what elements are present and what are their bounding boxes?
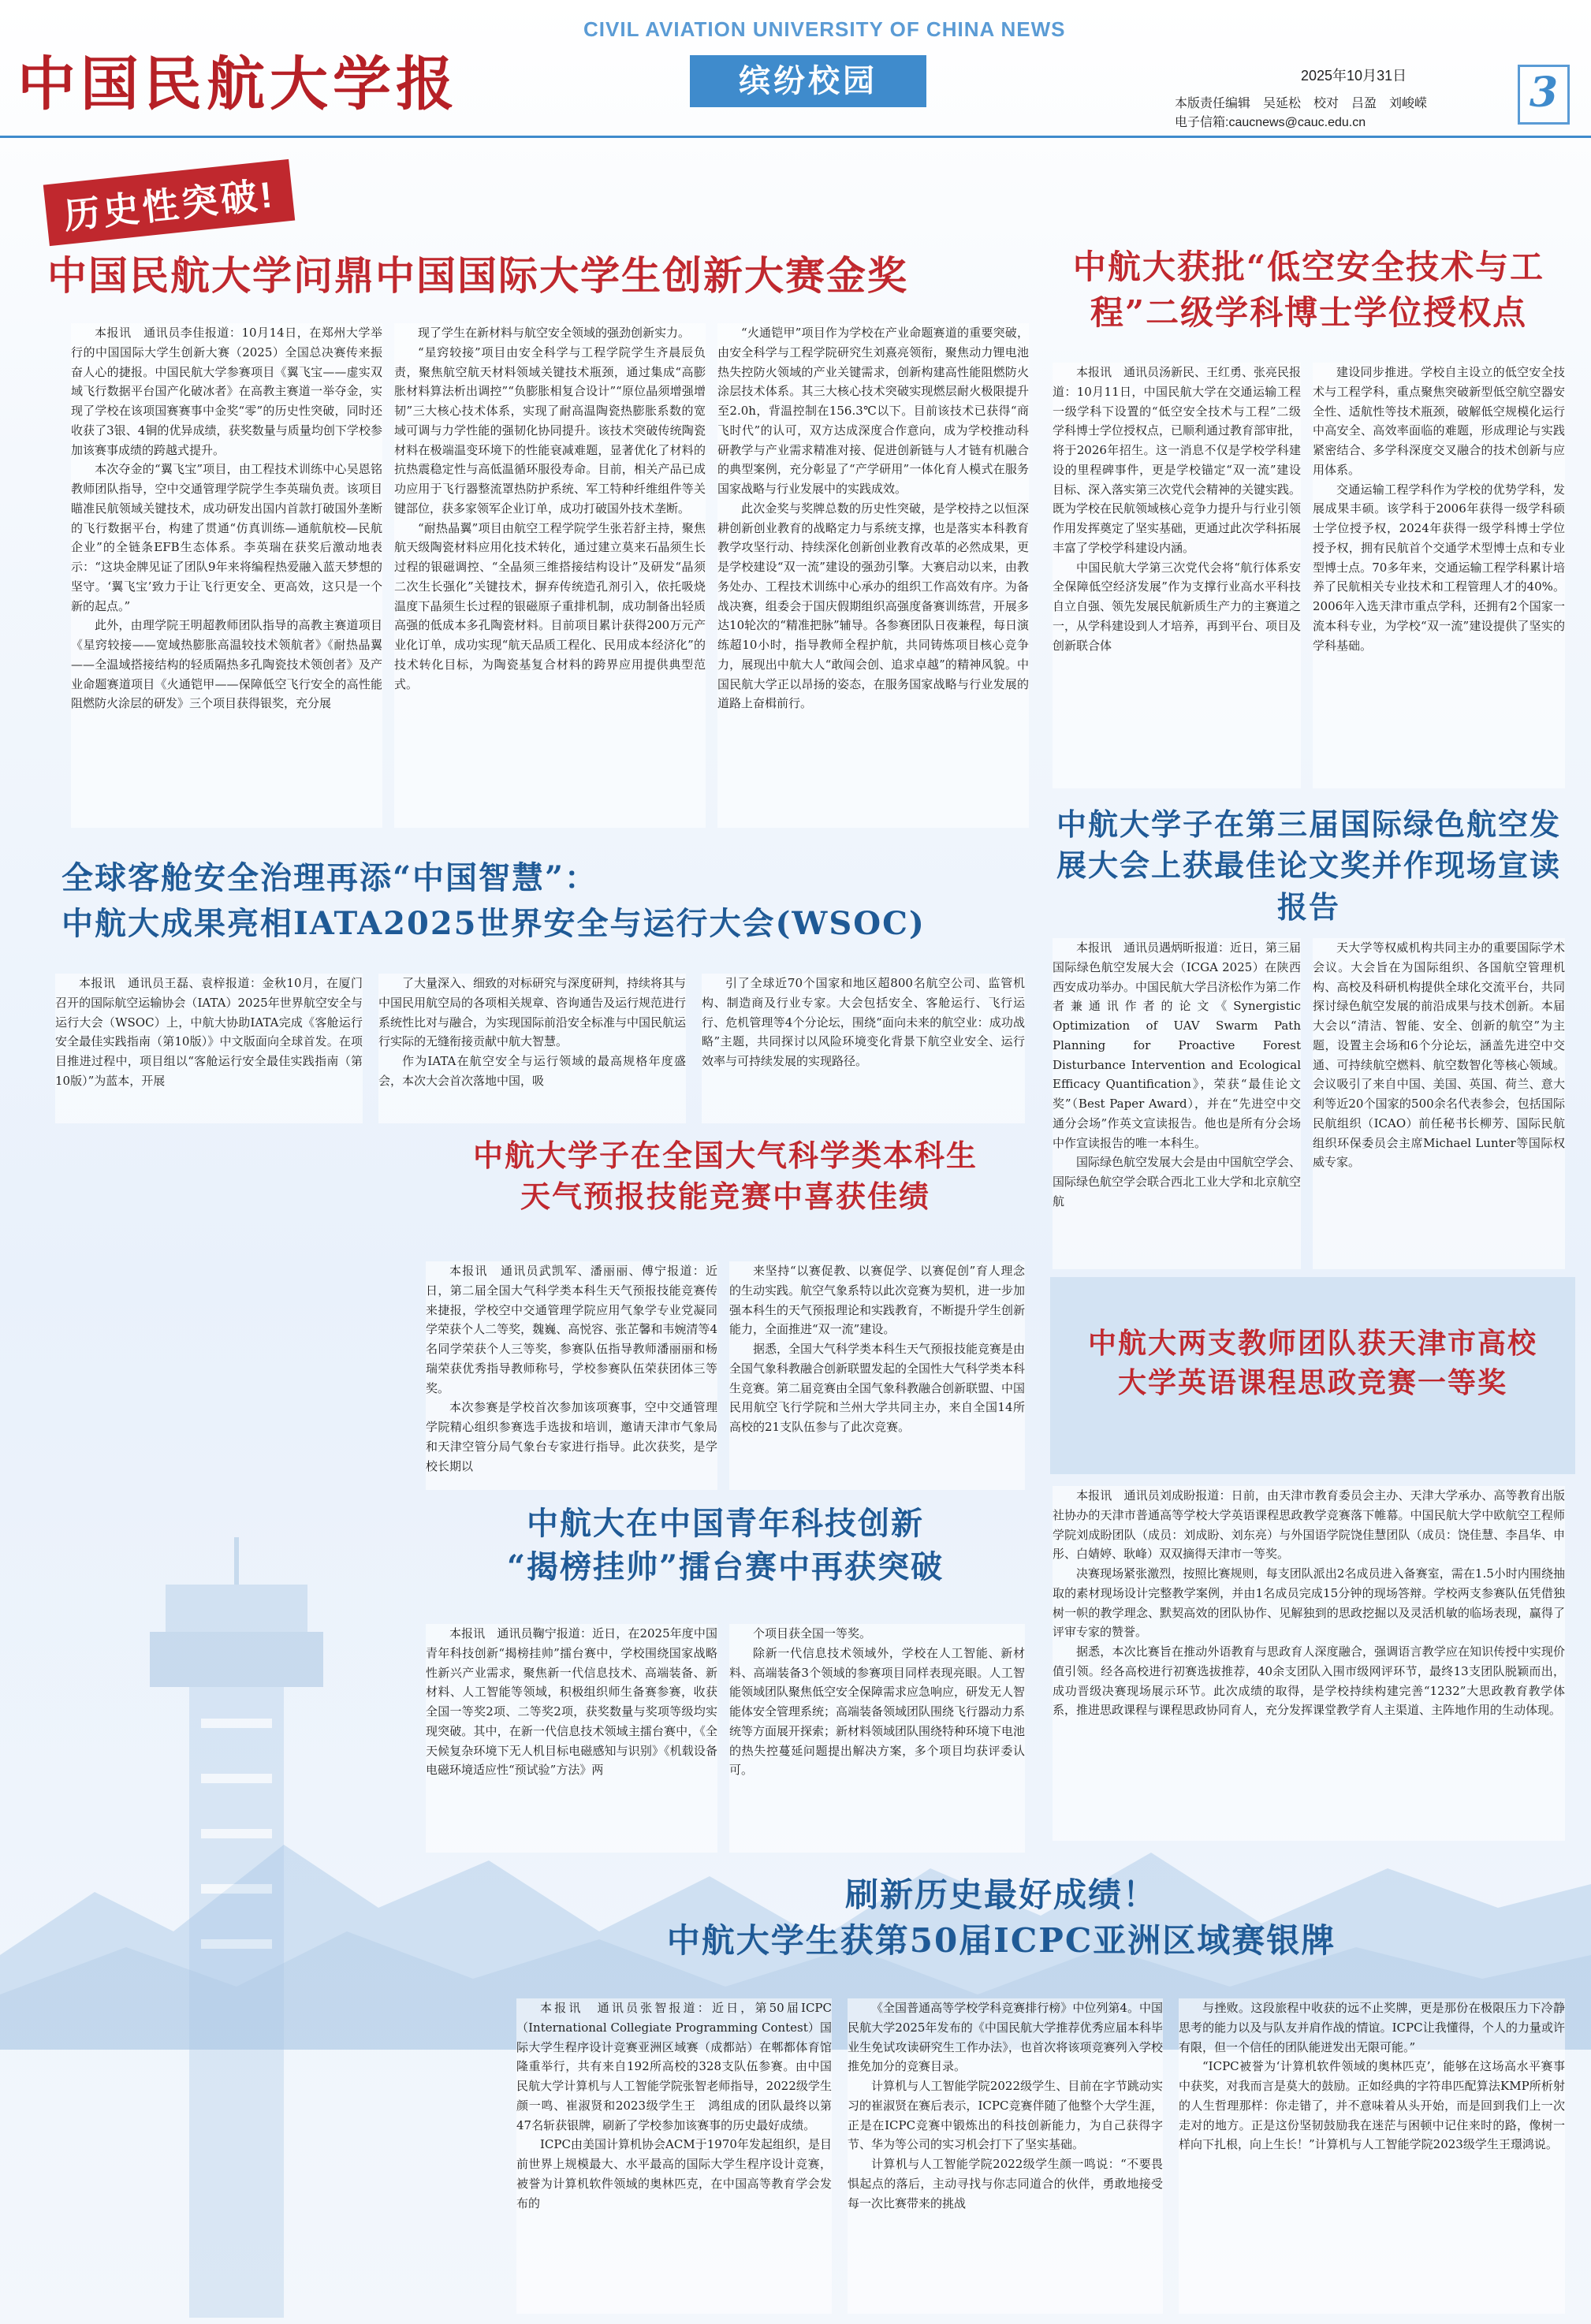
headline-line: 中航大在中国青年科技创新: [527, 1505, 924, 1542]
paragraph: 本报讯 通讯员武凯军、潘丽丽、傅宁报道：近日，第二届全国大气科学类本科生天气预报技能竞赛传来捷报，学校空中交通管理学院应用气象学专业党凝同学荣获个人二等奖，魏巍、高悦容、张芷馨和韦婉清等4名同学荣获个人三等奖，参赛队伍指导教师潘丽丽和杨瑞荣获优秀指导教师称号，学校参赛队伍荣获团体三等奖。: [426, 1264, 717, 1395]
english-title: CIVIL AVIATION UNIVERSITY OF CHINA NEWS: [583, 17, 1066, 41]
newspaper-logo: 中国民航大学报: [17, 50, 459, 118]
headline-icpc-silver: [489, 1872, 1514, 1964]
headline-english-teaching: [1050, 1324, 1575, 1402]
paragraph: 计算机与人工智能学院2022级学生颜一鸣说：“不要畏惧起点的落后，主动寻找与你志同道合的伙伴，勇敢地接受每一次比赛带来的挑战: [848, 2157, 1163, 2210]
paragraph: 除新一代信息技术领域外，学校在人工智能、新材料、高端装备3个领域的参赛项目同样表现亮眼。人工智能领域团队聚焦低空安全保障需求应急响应，研发无人智能体安全管理系统；高端装备领域团队围绕飞行器动力系统等方面展开探索；新材料领域团队围绕特种环境下电池的热失控蔓延问题提出解决方案，多个项目均获评委认可。: [729, 1645, 1026, 1778]
article-innovation-col2: [394, 323, 706, 828]
paragraph: 《全国普通高等学校学科竞赛排行榜》中位列第4。中国民航大学2025年发布的《中国民航大学推荐优秀应届本科毕业生免试攻读研究生工作办法》，也首次将该项竞赛列入学校推免加分的竞赛目录。: [848, 2001, 1163, 2074]
paragraph: 据悉，全国大气科学类本科生天气预报技能竞赛是由全国气象科教融合创新联盟发起的全国性大气科学类本科生竞赛。第二届竞赛由全国气象科教融合创新联盟、中国民用航空飞行学院和兰州大学共同主办，来自全国14所高校的21支队伍参与了此次竞赛。: [729, 1342, 1026, 1434]
paragraph: 本报讯 通讯员王磊、袁梓报道：金秋10月，在厦门召开的国际航空运输协会（IATA）2025年世界航空安全与运行大会（WSOC）上，中航大协助IATA完成《客舱运行安全最佳实践指南（第10版）》中文版面向全球首发。在项目推进过程中，项目组以“客舱运行安全最佳实践指南（第10版）”为蓝本，开展: [55, 976, 363, 1088]
article-english-teaching: [1053, 1486, 1565, 1841]
paragraph: 此外，由理学院王明超教师团队指导的高教主赛道项目《星窍较接——宽域热膨胀高温较技术领航者》《耐热晶翼——全温域搭接结构的轻质隔热多孔陶瓷技术领创者》及产业命题赛道项目《火通铠甲——保障低空飞行安全的高性能阻燃防火涂层的研发》三个项目获得银奖，充分展: [71, 618, 382, 711]
paragraph: 本报讯 通讯员鞠宁报道：近日，在2025年度中国青年科技创新“揭榜挂帅”擂台赛中，学校围绕国家战略性新兴产业需求，聚焦新一代信息技术、高端装备、新材料、人工智能等领域，积极组织师生备赛参赛，收获全国一等奖2项、二等奖2项，获奖数量与奖项等级均实现突破。其中，在新一代信息技术领域主擂台赛中，《全天候复杂环境下无人机目标电磁感知与识别》《机载设备电磁环境适应性“预试验”方法》两: [426, 1626, 717, 1778]
paragraph: “ICPC被誉为‘计算机软件领域的奥林匹克’，能够在这场高水平赛事中获奖，对我而言是莫大的鼓励。正如经典的字符串匹配算法KMP所析射的人生哲理那样：你走错了，并不意味着从头开始，而是回到我们上一次走对的地方。正是这份坚韧鼓励我在迷茫与困顿中记住来时的路，像树一样向下扎根，向上生长！”计算机与人工智能学院2023级学生王璟鸿说。: [1179, 2059, 1565, 2152]
headline-youth-tech: [426, 1502, 1025, 1588]
paragraph: 本次参赛是学校首次参加该项赛事，空中交通管理学院精心组织参赛选手选拔和培训，邀请天津市气象局和天津空管分局气象台专家进行指导。此次获奖，是学校长期以: [426, 1400, 717, 1473]
paragraph: “火通铠甲”项目作为学校在产业命题赛道的重要突破，由安全科学与工程学院研究生刘熹亮领衔，聚焦动力锂电池热失控防火领域的产业关键需求，创新构建高性能阻燃防火涂层技术体系。其三大核心技术突破实现燃层耐火极限提升至2.0h，背温控制在156.3℃以下。目前该技术已获得“商飞时代”的认可，双方达成深度合作意向，成为学校推动科研教学与产业需求精准对接、促进创新链与人才链有机融合的典型案例，充分彰显了“产学研用”一体化育人模式在服务国家战略与行业发展中的实践成效。: [717, 326, 1029, 496]
headline-line: 全球客舱安全治理再添“中国智慧”：: [61, 859, 598, 896]
article-iata-col3: [702, 974, 1025, 1123]
headline-line: 中航大两支教师团队获天津市高校: [1087, 1327, 1537, 1360]
editors-line: 本版责任编辑 吴延松 校对 吕盈 刘峻嵘: [1175, 97, 1428, 110]
paragraph: 作为IATA在航空安全与运行领域的最高规格年度盛会，本次大会首次落地中国，吸: [378, 1054, 686, 1088]
page-number: 3: [1518, 65, 1570, 125]
issue-date: 2025年10月31日: [1301, 68, 1407, 84]
paragraph: 中国民航大学第三次党代会将“航行体系安全保障低空经济发展”作为支撑行业高水平科技自立自强、领先发展民航新质生产力的主赛道之一，从学科建设到人才培养，再到平台、项目及创新联合体: [1053, 560, 1302, 653]
control-tower-illustration: [32, 1537, 442, 2318]
paragraph: 计算机与人工智能学院2022级学生、目前在字节跳动实习的崔淑贤在赛后表示，ICPC竞赛伴随了他整个大学生涯，正是在ICPC竞赛中锻炼出的科技创新能力，为自己获得字节、华为等公司的实习机会打下了坚实基础。: [848, 2079, 1163, 2152]
paragraph: 本报讯 通讯员汤新民、王红勇、张亮民报道：10月11日，中国民航大学在交通运输工程一级学科下设置的“低空安全技术与工程”二级学科博士学位授权点，已顺利通过教育部审批，将于2026年招生。这一消息不仅是学校学科建设的里程碑事件，更是学校锚定“双一流”建设目标、深入落实第三次党代会精神的关键实践。既为学校在民航领域核心竞争力提升与行业引领作用发挥奠定了坚实基础，更通过此次学科拓展丰富了学校学科建设内涵。: [1053, 365, 1302, 555]
article-youth-tech-col1: [426, 1624, 717, 1853]
headline-line: 中航大学子在全国大气科学类本科生: [472, 1138, 978, 1173]
section-title: 缤纷校园: [690, 55, 926, 107]
headline-line: “揭榜挂帅”擂台赛中再获突破: [506, 1548, 944, 1586]
article-icpc-col1: [516, 1998, 832, 2314]
paragraph: “耐热晶翼”项目由航空工程学院学生张若舒主持，聚焦航天级陶瓷材料应用化技术转化，通过建立莫来石晶须生长过程的银磁调控、“全晶须三维搭接结构设计”及研发“晶须二次生长强化”关键技术，摒弃传统造孔剂引入，依托吸烧温度下晶须生长过程的银磁原子重排机制，成功制备出轻质高强的低成本多孔陶瓷材料。目前项目累计获得200万元产业化订单，成功实现“航天品质工程化、民用成本经济化”的技术转化目标，为陶瓷基复合材料的跨界应用提供典型范式。: [394, 520, 706, 691]
headline-weather-forecast: [426, 1135, 1025, 1218]
headline-line: 中航大学生获第50届ICPC亚洲区域赛银牌: [666, 1920, 1336, 1960]
headline-line: 天气预报技能竞赛中喜获佳绩: [520, 1179, 930, 1215]
paragraph: 据悉，本次比赛旨在推动外语教育与思政育人深度融合，强调语言教学应在知识传授中实现价值引领。经各高校进行初赛选拔推荐，40余支团队入围市级网评环节，最终13支团队脱颖而出，成功晋级决赛现场展示环节。此次成绩的取得，是学校持续构建完善“1232”大思政教育教学体系，推进思政课程与课程思政协同育人，充分发挥课堂教学育人主渠道、主阵地作用的生动体现。: [1053, 1644, 1565, 1718]
paragraph: 交通运输工程学科作为学校的优势学科，发展成果丰硕。该学科于2006年获得一级学科硕士学位授予权，2024年获得一级学科博士学位授予权，拥有民航首个交通学术型博士点和专业型博士点。70多年来，交通运输工程学科累计培养了民航相关专业技术和工程管理人才的40%。2006年入选天津市重点学科，还拥有2个国家一流本科专业，为学校“双一流”建设提供了坚实的学科基础。: [1313, 482, 1565, 653]
paragraph: 本报讯 通讯员遇炳昕报道：近日，第三届国际绿色航空发展大会（ICGA 2025）在陕西西安成功举办。中国民航大学吕济松作为第二作者兼通讯作者的论文《Synergistic Optimization of UAV Swarm Path Planning for Proactive Forest Disturbance Intervention and Ecological Efficacy Quantification》，荣获“最佳论文奖”（Best Paper Award），并在“先进空中交通分会场”作英文宣读报告。他也是所有分会场中作宣读报告的唯一本科生。: [1053, 940, 1302, 1150]
paragraph: 个项目获全国一等奖。: [753, 1626, 872, 1641]
paragraph: 与挫败。这段旅程中收获的远不止奖牌，更是那份在极限压力下冷静思考的能力以及与队友并肩作战的情谊。ICPC让我懂得，个人的力量或许有限，但一个信任的团队能迸发出无限可能。”: [1179, 2001, 1565, 2054]
paragraph: 建设同步推进。学校自主设立的低空安全技术与工程学科，重点聚焦突破新型低空航空器安全性、适航性等技术瓶颈，破解低空规模化运行中高安全、高效率面临的难题，形成理论与实践紧密结合、多学科深度交叉融合的技术创新与应用体系。: [1313, 365, 1565, 477]
paragraph: 引了全球近70个国家和地区超800名航空公司、监管机构、制造商及行业专家。大会包括安全、客舱运行、飞行运行、危机管理等4个分论坛，围绕“面向未来的航空业：成功战略”主题，共同探讨以风险环境变化背景下航空业安全、运行效率与可持续发展的实现路径。: [702, 976, 1025, 1068]
paragraph: 天大学等权威机构共同主办的重要国际学术会议。大会旨在为国际组织、各国航空管理机构、高校及科研机构提供全球化交流平台，共同探讨绿色航空发展的前沿成果与技术创新。本届大会以“清洁、智能、安全、创新的航空”为主题，设置主会场和6个分论坛，涵盖先进空中交通、可持续航空燃料、航空数智化等核心领域。会议吸引了来自中国、美国、英国、荷兰、意大利等近20个国家的500余名代表参会，包括国际民航组织（ICAO）前任秘书长柳芳、国际民航组织环保委员会主席Michael Lunter等国际权威专家。: [1313, 940, 1565, 1170]
paragraph: 国际绿色航空发展大会是由中国航空学会、国际绿色航空学会联合西北工业大学和北京航空航: [1053, 1155, 1302, 1209]
article-innovation-col1: [71, 323, 382, 828]
headline-line: 刷新历史最好成绩！: [844, 1875, 1157, 1914]
headline-innovation-gold: 中国民航大学问鼎中国国际大学生创新大赛金奖: [47, 252, 908, 299]
headline-line: 大学英语课程思政竞赛一等奖: [1117, 1365, 1507, 1399]
email-line: 电子信箱:caucnews@cauc.edu.cn: [1175, 116, 1366, 129]
paragraph: 了大量深入、细致的对标研究与深度研判，持续将其与中国民用航空局的各项相关规章、咨询通告及运行规范进行系统性比对与融合，为实现国际前沿安全标准与中国民航运行实际的无缝衔接贡献中航大智慧。: [378, 976, 687, 1049]
headline-iata-wsoc: [61, 855, 1039, 947]
article-green-aviation-col2: [1313, 938, 1565, 1269]
breakthrough-badge: 历史性突破!: [43, 159, 296, 246]
article-iata-col2: [378, 974, 686, 1123]
article-low-altitude-col1: [1053, 363, 1301, 788]
paragraph: 本报讯 通讯员李佳报道：10月14日，在郑州大学举行的中国国际大学生创新大赛（2025）全国总决赛传来振奋人心的捷报。中国民航大学参赛项目《翼飞宝——虚实双域飞行数据平台国产化破冰者》在高教主赛道一举夺金，实现了学校在该项国赛赛事中金奖“零”的历史性突破，同时还收获了3银、4铜的优异成绩，获奖数量与质量均创下学校参加该赛事成绩的跨越式提升。: [71, 326, 382, 457]
paragraph: “星窍较接”项目由安全科学与工程学院学生齐晨辰负责，聚焦航空航天材料领域关键技术瓶颈，通过集成“高膨胀材料算法析出调控”“负膨胀相复合设计”“原位晶须增强增韧”三大核心技术体系，实现了耐高温陶瓷热膨胀系数的宽域可调与力学性能的强韧化协同提升。该技术突破传统陶瓷材料在极端温变环境下的性能衰减难题，显著优化了材料的抗热震稳定性与高低温循环服役寿命。目前，相关产品已成功应用于飞行器整流罩热防护系统、军工特种纤维组件等关键部位，获多家领军企业订单，成功打破国外技术垄断。: [394, 345, 706, 516]
paragraph: ICPC由美国计算机协会ACM于1970年发起组织，是目前世界上规模最大、水平最高的国际大学生程序设计竞赛，被誉为计算机软件领域的奥林匹克，在中国高等教育学会发布的: [516, 2137, 832, 2210]
headline-low-altitude-phd: 中航大获批“低空安全技术与工程”二级学科博士学位授权点: [1072, 248, 1545, 332]
headline-green-aviation: 中航大学子在第三届国际绿色航空发展大会上获最佳论文奖并作现场宣读报告: [1056, 806, 1561, 925]
article-icpc-col3: [1179, 1998, 1565, 2314]
article-innovation-col3: [717, 323, 1029, 828]
headline-line: 中航大成果亮相IATA2025世界安全与运行大会(WSOC): [61, 905, 926, 942]
paragraph: 决赛现场紧张激烈，按照比赛规则，每支团队派出2名成员进入备赛室，需在1.5小时内围绕抽取的素材现场设计完整教学案例，并由1名成员完成15分钟的现场答辩。学校两支参赛队伍凭借独树一帜的教学理念、默契高效的团队协作、见解独到的思政挖掘以及灵活机敏的临场表现，赢得了评审专家的赞誉。: [1053, 1566, 1565, 1640]
paragraph: 来坚持“以赛促教、以赛促学、以赛促创”育人理念的生动实践。航空气象系特以此次竞赛为契机，进一步加强本科生的天气预报理论和实践教育，不断提升学生创新能力，全面推进“双一流”建设。: [729, 1264, 1026, 1337]
article-weather-col1: [426, 1261, 717, 1490]
article-icpc-col2: [848, 1998, 1163, 2314]
paragraph: 本次夺金的“翼飞宝”项目，由工程技术训练中心吴恩铭教师团队指导，空中交通管理学院学生李英瑞负责。该项目瞄准民航领域关键技术，成功研发出国内首款打破国外垄断的飞行数据平台，构建了贯通“仿真训练—通航航校—民航企业”的全链条EFB生态体系。李英瑞在获奖后激动地表示：“这块金牌见证了团队9年来将编程热爱融入蓝天梦想的坚守。‘翼飞宝’致力于让飞行更安全、更高效，这只是一个新的起点。”: [71, 462, 382, 613]
masthead-divider: [0, 136, 1591, 138]
article-low-altitude-col2: [1313, 363, 1565, 788]
paragraph: 本报讯 通讯员刘成盼报道：日前，由天津市教育委员会主办、天津大学承办、高等教育出版社协办的天津市普通高等学校大学英语课程思政教学竞赛落下帷幕。中国民航大学中欧航空工程师学院刘成盼团队（成员：刘成盼、刘东亮）与外国语学院饶佳慧团队（成员：饶佳慧、李昌华、申彤、白婧婷、耿峰）双双摘得天津市一等奖。: [1053, 1488, 1565, 1562]
paragraph: 现了学生在新材料与航空安全领域的强劲创新实力。: [418, 326, 691, 340]
article-iata-col1: [55, 974, 363, 1123]
paragraph: 此次金奖与奖牌总数的历史性突破，是学校持之以恒深耕创新创业教育的战略定力与系统支撑，也是落实本科教育教学攻坚行动、持续深化创新创业教育改革的必然成果，更是学校建设“双一流”建设的强劲引擎。大赛启动以来，由教务处办、工程技术训练中心承办的组织工作高效有序。为备战决赛，组委会于国庆假期组织高强度备赛训练营，开展多达10轮次的“精准把脉”辅导。各参赛团队日夜兼程，每日演练超10小时，指导教师全程护航，共同铸炼项目核心竞争力，展现出中航大人“敢闯会创、追求卓越”的精神风貌。中国民航大学正以昂扬的姿态，在服务国家战略与行业发展的道路上奋楫前行。: [717, 501, 1029, 711]
article-youth-tech-col2: [729, 1624, 1025, 1853]
article-weather-col2: [729, 1261, 1025, 1490]
paragraph: 本报讯 通讯员张智报道：近日，第50届ICPC（International Collegiate Programming Contest）国际大学生程序设计竞赛亚洲区域赛（成都站）在郫都体育馆隆重举行，共有来自192所高校的328支队伍参赛。由中国民航大学计算机与人工智能学院张智老师指导，2022级学生颜一鸣、崔淑贤和2023级学生王 鸿组成的团队最终以第47名斩获银牌，刷新了学校参加该赛事的历史最好成绩。: [516, 2001, 832, 2132]
article-green-aviation-col1: [1053, 938, 1301, 1269]
